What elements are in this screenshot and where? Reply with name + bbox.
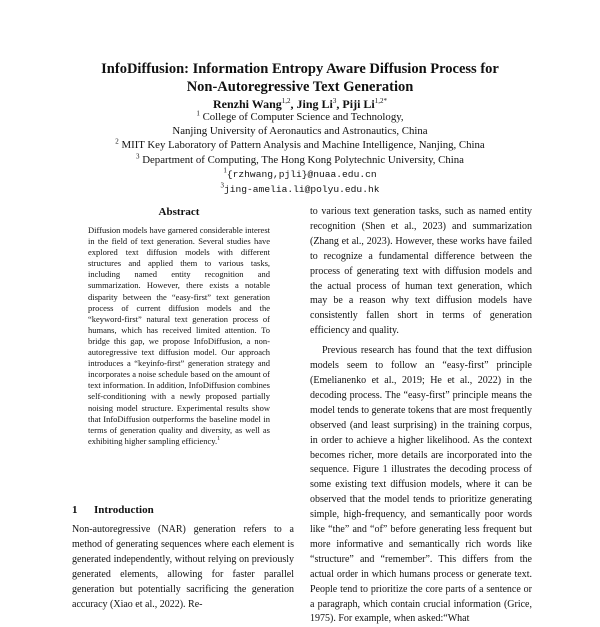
- introduction-paragraph: Non-autoregressive (NAR) generation refers to a method of generating sequences where each element is generated independently, without relying on previously generated elements, allowing for faster parallel generation but potentially sacrificing the generation accuracy (Xiao et al., 2022). Re-: [72, 524, 294, 610]
- abstract-text: Diffusion models have garnered considerable interest in the field of text generation. Several studies have explored text diffusion models with different structures and applied them to various tasks, including named entity recognition and summarization. However, there exists a notable disparity between the “easy-first” text generation process of current diffusion models and the “keyword-first” natural text generation process of humans, which has received limited attention. To bridge this gap, we propose InfoDiffusion, a non-autoregressive text diffusion model. Our approach introduces a “keyinfo-first” generation strategy and incorporates a noise schedule based on the amount of text information. In addition, InfoDiffusion combines self-conditioning with a newly proposed partially noising model structure. Experimental results show that InfoDiffusion outperforms the baseline model in terms of generation quality and diversity, as well as exhibiting higher sampling efficiency.: [88, 225, 270, 446]
- right-paragraph-1: to various text generation tasks, such as named entity recognition (Shen et al., 2023) and summarization (Zhang et al., 2023). However, these works have failed to recognize a fundamental difference between the process of generating text with diffusion models and the actual process of human text generation, which may be a reason why text diffusion models have consistently fallen short in terms of generation efficiency and quality.: [310, 206, 532, 337]
- author-1: Renzhi Wang$^{1,2}$,: [213, 97, 297, 111]
- affiliation-1: $^1$ College of Computer Science and Technology,: [196, 109, 404, 123]
- section-title: Introduction: [94, 504, 154, 516]
- affiliation-1-cont: Nanjing University of Aeronautics and Astronautics, China: [172, 125, 428, 138]
- paper-title: [0, 60, 600, 96]
- title-line-2: Non-Autoregressive Text Generation: [186, 79, 414, 95]
- affiliation-3: $^3$ Department of Computing, The Hong Kong Polytechnic University, China: [136, 152, 464, 166]
- email-2[interactable]: $^3$jing-amelia.li@polyu.edu.hk: [220, 181, 380, 196]
- author-3: Piji $Li^{1,2*}$: [342, 97, 387, 111]
- abstract-body: [88, 225, 270, 447]
- section-heading-introduction: [72, 504, 154, 516]
- email-1[interactable]: $^1${rzhwang,pjli}@nuaa.edu.cn: [223, 166, 377, 180]
- right-column: [310, 205, 532, 627]
- affiliation-2: $^2$ MIIT Key Laboratory of Pattern Analysis and Machine Intelligence, Nanjing, China: [115, 137, 485, 152]
- title-line-1: InfoDiffusion: Information Entropy Aware Diffusion Process for: [101, 61, 499, 77]
- author-2: Jing Li$^3$,: [296, 97, 343, 111]
- right-paragraph-2: Previous research has found that the text diffusion models seem to follow an “easy-first” principle (Emelianenko et al., 2019; He et al., 2022) in the decoding process. The “easy-first” principle means the model tends to generate tokens that are most frequently observed (and least surprising) in the training corpus, in order to achieve a higher likelihood. As the context becomes richer, more details are incorporated into the sequence. Figure 1 illustrates the decoding process of some existing text diffusion models, where it can be observed that the model tends to prioritize generating simple, high-frequency, and semantically poor words like “the” and “of” before generating less frequent but more informative and semantically rich words like “structure” and “remember”. This differs from the actual order in which humans process or generate text. People tend to prioritize the core parts of a sentence or a paragraph, which contain crucial information (Grice, 1975). For example, when asked:“What: [310, 345, 532, 625]
- abstract-footnote-marker[interactable]: 1: [217, 435, 221, 442]
- author-list: [0, 97, 600, 111]
- section-number: 1: [72, 504, 78, 516]
- affiliations: [0, 110, 600, 197]
- abstract-heading: Abstract: [158, 206, 200, 218]
